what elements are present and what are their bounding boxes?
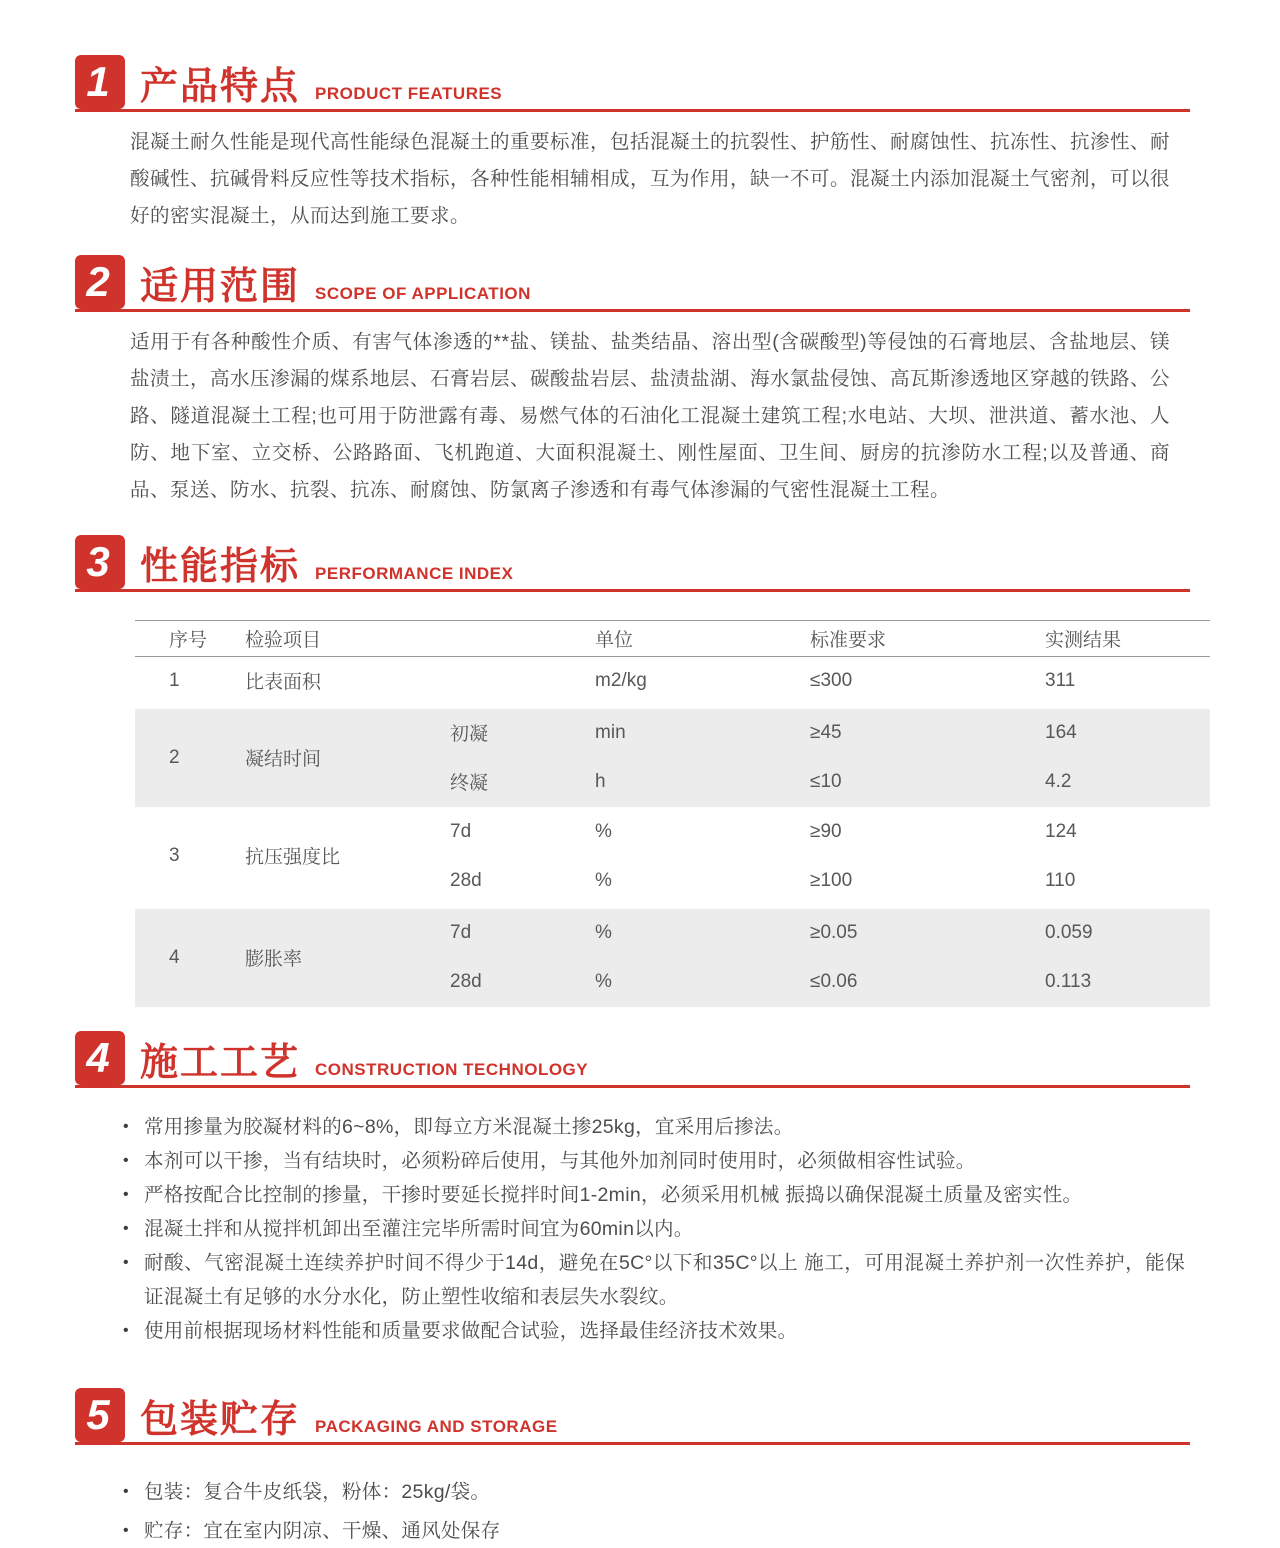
table-cell: 124	[1045, 820, 1077, 842]
section-scope-of-application	[75, 255, 1190, 509]
section-title: 性能指标	[140, 546, 301, 588]
section-header	[75, 535, 1190, 592]
section-title: 包装贮存	[140, 1398, 301, 1441]
section-number-badge: 1	[75, 55, 125, 109]
section-number-badge: 3	[75, 535, 125, 589]
bullet-icon: •	[123, 1117, 129, 1135]
table-cell: ≥0.05	[810, 907, 1045, 957]
section-header	[75, 1388, 1190, 1445]
paragraph: 适用于有各种酸性介质、有害气体渗透的**盐、镁盐、盐类结晶、溶出型(含碳酸型)等侵蚀的石膏地层、含盐地层、镁盐渍土，高水压渗漏的煤系地层、石膏岩层、碳酸盐岩层、盐渍盐湖、海水氯盐侵蚀、高瓦斯渗透地区穿越的铁路、公路、隧道混凝土工程;也可用于防泄露有毒、易燃气体的石油化工混凝土建筑工程;水电站、大坝、泄洪道、蓄水池、人防、地下室、立交桥、公路路面、飞机跑道、大面积混凝土、刚性屋面、卫生间、厨房的抗渗防水工程;以及普通、商品、泵送、防水、抗裂、抗冻、耐腐蚀、防氯离子渗透和有毒气体渗漏的气密性混凝土工程。	[130, 331, 1171, 501]
table-cell: 28d	[450, 869, 482, 891]
bullet-icon: •	[123, 1219, 129, 1237]
list-item	[120, 1212, 1185, 1246]
bullet-icon: •	[123, 1321, 129, 1339]
table-cell: %	[595, 869, 612, 891]
table-cell: 抗压强度比	[245, 847, 341, 868]
list-item-text: 常用掺量为胶凝材料的6~8%，即每立方米混凝土掺25kg，宜采用后掺法。	[144, 1115, 794, 1138]
list-item-text: 本剂可以干掺，当有结块时，必须粉碎后使用，与其他外加剂同时使用时，必须做相容性试验。	[144, 1149, 976, 1172]
section-header	[75, 255, 1190, 312]
table-header-cell: 实测结果	[1045, 621, 1210, 657]
table-cell: 7d	[450, 820, 472, 842]
list-item-text: 包装：复合牛皮纸袋，粉体：25kg/袋。	[144, 1480, 491, 1503]
table-cell: 28d	[450, 957, 595, 1007]
section-header	[75, 1031, 1190, 1088]
table-cell: 比表面积	[245, 672, 322, 694]
table-cell: 终凝	[450, 757, 595, 807]
table-cell: 4.2	[1045, 757, 1210, 807]
bullet-icon: •	[123, 1521, 129, 1539]
table-header-cell: 检验项目	[245, 621, 595, 657]
table-cell: h	[595, 757, 810, 807]
paragraph: 混凝土耐久性能是现代高性能绿色混凝土的重要标准，包括混凝土的抗裂性、护筋性、耐腐蚀性、抗冻性、抗渗性、耐酸碱性、抗碱骨料反应性等技术指标，各种性能相辅相成，互为作用，缺一不可。混凝土内添加混凝土气密剂，可以很好的密实混凝土，从而达到施工要求。	[130, 131, 1171, 227]
bullet-icon: •	[123, 1482, 129, 1500]
table-cell: 凝结时间	[245, 707, 450, 807]
table-cell: 3	[169, 844, 180, 866]
table-header-row	[135, 621, 1210, 657]
bullet-icon: •	[123, 1185, 129, 1203]
section-subtitle: CONSTRUCTION TECHNOLOGY	[315, 1059, 589, 1079]
list-item	[120, 1475, 1185, 1509]
list-item-text: 耐酸、气密混凝土连续养护时间不得少于14d，避免在5C°以下和35C°以上 施工，可用混凝土养护剂一次性养护，能保证混凝土有足够的水分水化，防止塑性收缩和表层失水裂纹。	[144, 1251, 1185, 1308]
table-cell: m2/kg	[595, 669, 647, 691]
section-number-badge: 4	[75, 1031, 125, 1085]
section-title: 施工工艺	[140, 1041, 301, 1084]
table-cell: 膨胀率	[245, 907, 450, 1007]
packaging-bullet-list	[120, 1475, 1185, 1548]
table-row	[135, 807, 1210, 857]
list-item	[120, 1514, 1185, 1548]
table-cell: %	[595, 820, 612, 842]
table-cell: ≤0.06	[810, 957, 1045, 1007]
bullet-icon: •	[123, 1253, 129, 1271]
section-header	[75, 55, 1190, 112]
table-cell: 4	[135, 907, 245, 1007]
table-cell: 1	[169, 669, 180, 691]
section-number-badge: 2	[75, 255, 125, 309]
table-cell: ≥45	[810, 707, 1045, 757]
table-cell: ≤10	[810, 757, 1045, 807]
list-item	[120, 1110, 1185, 1144]
list-item-text: 混凝土拌和从搅拌机卸出至灌注完毕所需时间宜为60min以内。	[144, 1217, 694, 1240]
section-subtitle: PRODUCT FEATURES	[315, 84, 503, 103]
table-cell: 0.113	[1045, 957, 1210, 1007]
section-packaging-and-storage	[75, 1388, 1190, 1548]
table-cell: 164	[1045, 707, 1210, 757]
performance-table	[135, 620, 1210, 1007]
list-item	[120, 1246, 1185, 1314]
table-row	[135, 657, 1210, 707]
list-item	[120, 1178, 1185, 1212]
table-cell: 2	[135, 707, 245, 807]
section-number-badge: 5	[75, 1388, 125, 1442]
table-cell: 初凝	[450, 707, 595, 757]
table-cell: 0.059	[1045, 907, 1210, 957]
section-construction-technology	[75, 1031, 1190, 1348]
section-subtitle: SCOPE OF APPLICATION	[315, 284, 531, 303]
list-item-text: 贮存：宜在室内阴凉、干燥、通风处保存	[144, 1519, 501, 1542]
bullet-icon: •	[123, 1151, 129, 1169]
section-title: 产品特点	[140, 66, 301, 108]
list-item-text: 严格按配合比控制的掺量，干掺时要延长搅拌时间1-2min，必须采用机械 振捣以确保混凝土质量及密实性。	[144, 1183, 1083, 1206]
table-cell: min	[595, 707, 810, 757]
table-cell: 7d	[450, 907, 595, 957]
table-cell: %	[595, 907, 810, 957]
table-cell: 110	[1045, 869, 1076, 891]
section-performance-index	[75, 535, 1190, 1007]
section-subtitle: PERFORMANCE INDEX	[315, 564, 514, 583]
table-header-cell: 单位	[595, 621, 810, 657]
construction-bullet-list	[120, 1110, 1185, 1348]
section-product-features	[75, 55, 1190, 235]
table-cell: %	[595, 957, 810, 1007]
section-subtitle: PACKAGING AND STORAGE	[315, 1416, 558, 1436]
table-cell: 311	[1045, 669, 1076, 691]
list-item-text: 使用前根据现场材料性能和质量要求做配合试验，选择最佳经济技术效果。	[144, 1319, 798, 1342]
table-header-cell: 序号	[135, 621, 245, 657]
table-cell: ≥90	[810, 820, 842, 842]
table-cell: ≤300	[810, 669, 853, 691]
list-item	[120, 1144, 1185, 1178]
table-row	[135, 707, 1210, 757]
list-item	[120, 1314, 1185, 1348]
table-row	[135, 907, 1210, 957]
table-cell: ≥100	[810, 869, 853, 891]
table-header-cell: 标准要求	[810, 621, 1045, 657]
section-title: 适用范围	[140, 266, 301, 308]
